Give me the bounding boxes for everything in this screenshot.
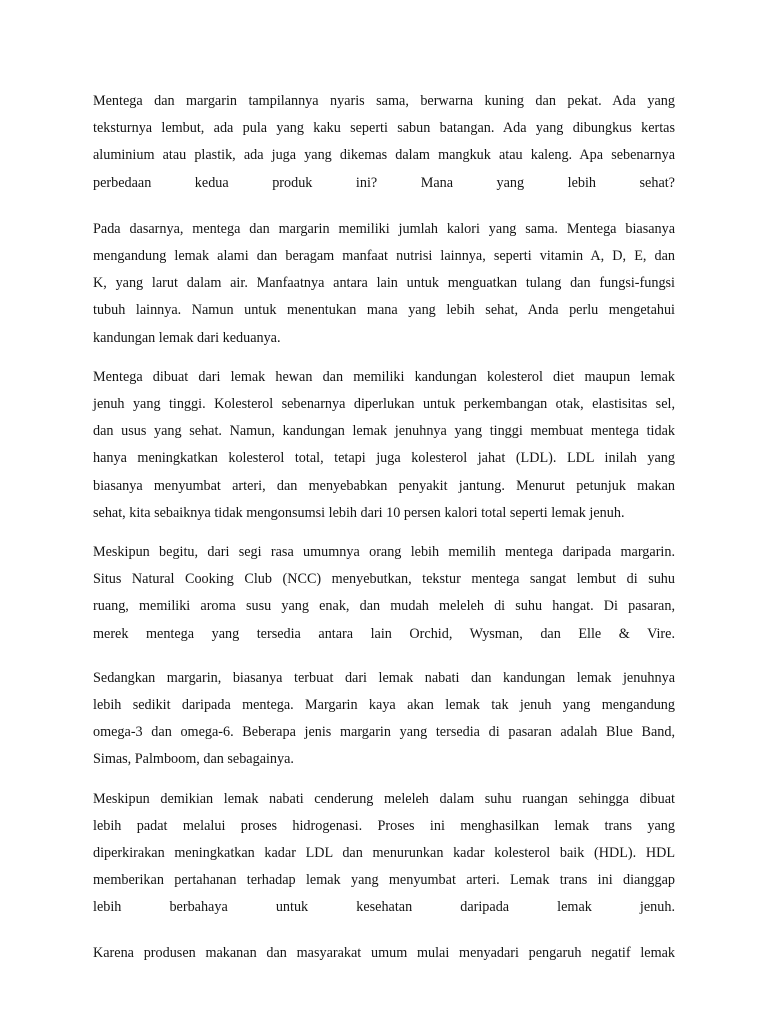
text-line: Simas, Palmboom, dan sebagainya. bbox=[93, 751, 294, 768]
text-line: jenuh yang tinggi. Kolesterol sebenarnya diperlukan untuk perkembangan otak, elastisitas sel, bbox=[93, 396, 675, 413]
text-line: merek mentega yang tersedia antara lain Orchid, Wysman, dan Elle & Vire. bbox=[93, 625, 675, 642]
text-line: Situs Natural Cooking Club (NCC) menyebutkan, tekstur mentega sangat lembut di suhu bbox=[93, 571, 675, 588]
text-line: memberikan pertahanan terhadap lemak yang menyumbat arteri. Lemak trans ini dianggap bbox=[93, 872, 675, 889]
text-line: lebih sedikit daripada mentega. Margarin kaya akan lemak tak jenuh yang mengandung bbox=[93, 697, 675, 714]
text-line: teksturnya lembut, ada pula yang kaku seperti sabun batangan. Ada yang dibungkus kertas bbox=[93, 120, 675, 137]
text-line: ruang, memiliki aroma susu yang enak, dan mudah meleleh di suhu hangat. Di pasaran, bbox=[93, 598, 675, 615]
text-line: Mentega dan margarin tampilannya nyaris sama, berwarna kuning dan pekat. Ada yang bbox=[93, 93, 675, 109]
text-line: sehat, kita sebaiknya tidak mengonsumsi lebih dari 10 persen kalori total seperti lemak jenuh. bbox=[93, 504, 625, 521]
text-line: dan usus yang sehat. Namun, kandungan lemak jenuhnya yang tinggi membuat mentega tidak bbox=[93, 423, 675, 440]
text-line: biasanya menyumbat arteri, dan menyebabkan penyakit jantung. Menurut petunjuk makan bbox=[93, 477, 675, 494]
paragraph-4 bbox=[93, 539, 675, 648]
paragraph-1 bbox=[93, 88, 675, 197]
text-line: mengandung lemak alami dan beragam manfaat nutrisi lainnya, seperti vitamin A, D, E, dan bbox=[93, 248, 675, 265]
text-line: K, yang larut dalam air. Manfaatnya antara lain untuk menguatkan tulang dan fungsi-fungsi bbox=[93, 275, 675, 292]
text-line: aluminium atau plastik, ada juga yang dikemas dalam mangkuk atau kaleng. Apa sebenarnya bbox=[93, 147, 675, 164]
text-line: hanya meningkatkan kolesterol total, tetapi juga kolesterol jahat (LDL). LDL inilah yang bbox=[93, 450, 675, 467]
text-line: lebih padat melalui proses hidrogenasi. Proses ini menghasilkan lemak trans yang bbox=[93, 817, 675, 834]
text-line: Sedangkan margarin, biasanya terbuat dari lemak nabati dan kandungan lemak jenuhnya bbox=[93, 669, 675, 686]
text-line: Karena produsen makanan dan masyarakat umum mulai menyadari pengaruh negatif lemak bbox=[93, 944, 675, 961]
paragraph-7 bbox=[93, 940, 675, 967]
paragraph-5 bbox=[93, 665, 675, 774]
text-line: diperkirakan meningkatkan kadar LDL dan menurunkan kadar kolesterol baik (HDL). HDL bbox=[93, 845, 675, 862]
text-line: kandungan lemak dari keduanya. bbox=[93, 329, 281, 346]
text-line: omega-3 dan omega-6. Beberapa jenis margarin yang tersedia di pasaran adalah Blue Band, bbox=[93, 724, 675, 741]
paragraph-3 bbox=[93, 364, 675, 527]
text-line: Meskipun demikian lemak nabati cenderung meleleh dalam suhu ruangan sehingga dibuat bbox=[93, 790, 675, 807]
text-line: tubuh lainnya. Namun untuk menentukan mana yang lebih sehat, Anda perlu mengetahui bbox=[93, 302, 675, 319]
paragraph-6 bbox=[93, 786, 675, 922]
text-line: lebih berbahaya untuk kesehatan daripada lemak jenuh. bbox=[93, 899, 675, 916]
text-line: Mentega dibuat dari lemak hewan dan memiliki kandungan kolesterol diet maupun lemak bbox=[93, 368, 675, 385]
text-line: perbedaan kedua produk ini? Mana yang lebih sehat? bbox=[93, 174, 675, 191]
paragraph-2 bbox=[93, 216, 675, 352]
text-line: Pada dasarnya, mentega dan margarin memiliki jumlah kalori yang sama. Mentega biasanya bbox=[93, 220, 675, 237]
text-line: Meskipun begitu, dari segi rasa umumnya orang lebih memilih mentega daripada margarin. bbox=[93, 544, 675, 561]
document-body bbox=[93, 88, 675, 967]
